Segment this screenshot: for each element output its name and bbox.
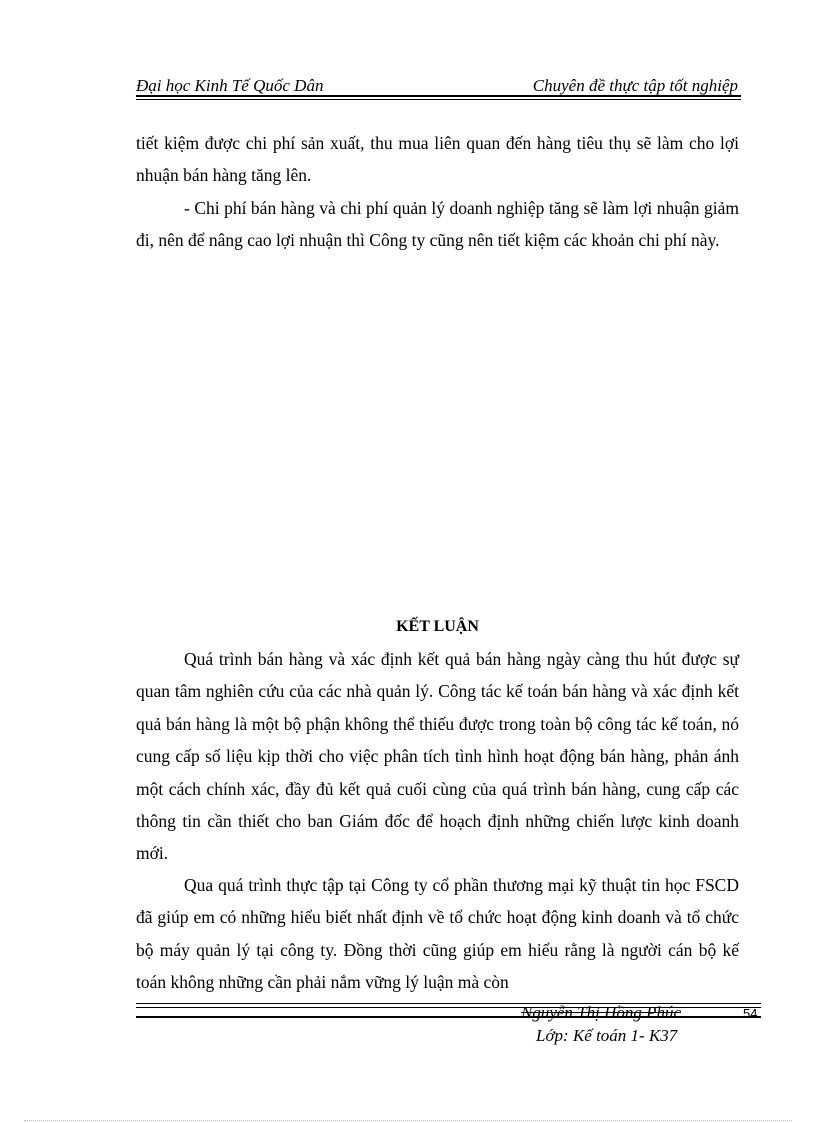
paragraph-conclusion-1: Quá trình bán hàng và xác định kết quả bán hàng ngày càng thu hút được sự quan tâm nghiên cứu của các nhà quản lý. Công tác kế toán bán hàng và xác định kết quả bán hàng là một bộ phận không thể thiếu được trong toàn bộ công tác kế toán, nó cung cấp số liệu kịp thời cho việc phân tích tình hình hoạt động bán hàng, phản ánh một cách chính xác, đầy đủ kết quả cuối cùng của quá trình bán hàng, cung cấp các thông tin cần thiết cho ban Giám đốc để hoạch định những chiến lược kinh doanh mới. bbox=[136, 649, 739, 864]
header-rule-thick bbox=[136, 95, 741, 97]
conclusion-heading: KẾT LUẬN bbox=[396, 618, 479, 635]
page-bottom-edge bbox=[24, 1120, 792, 1121]
paragraph-cost-note: - Chi phí bán hàng và chi phí quản lý doanh nghiệp tăng sẽ làm lợi nhuận giảm đi, nên để nâng cao lợi nhuận thì Công ty cũng nên tiết kiệm các khoản chi phí này. bbox=[136, 198, 739, 251]
footer-class: Lớp: Kế toán 1- K37 bbox=[536, 1026, 678, 1045]
paragraph-conclusion-2: Qua quá trình thực tập tại Công ty cổ phần thương mại kỹ thuật tin học FSCD đã giúp em có những hiểu biết nhất định về tổ chức hoạt động kinh doanh và tổ chức bộ máy quản lý tại công ty. Đồng thời cũng giúp em hiểu rằng là người cán bộ kế toán không những cần phải nắm vững lý luận mà còn bbox=[136, 875, 739, 993]
header-university: Đại học Kinh Tế Quốc Dân bbox=[136, 76, 324, 95]
footer-author-name: Nguyễn Thị Hồng Phúc bbox=[521, 1003, 682, 1022]
header-report-title: Chuyên đề thực tập tốt nghiệp bbox=[532, 76, 738, 95]
header-rule-thin bbox=[136, 99, 741, 100]
paragraph-continuation: tiết kiệm được chi phí sản xuất, thu mua liên quan đến hàng tiêu thụ sẽ làm cho lợi nhuận bán hàng tăng lên. bbox=[136, 133, 739, 186]
page-number: 54 bbox=[743, 1006, 758, 1021]
